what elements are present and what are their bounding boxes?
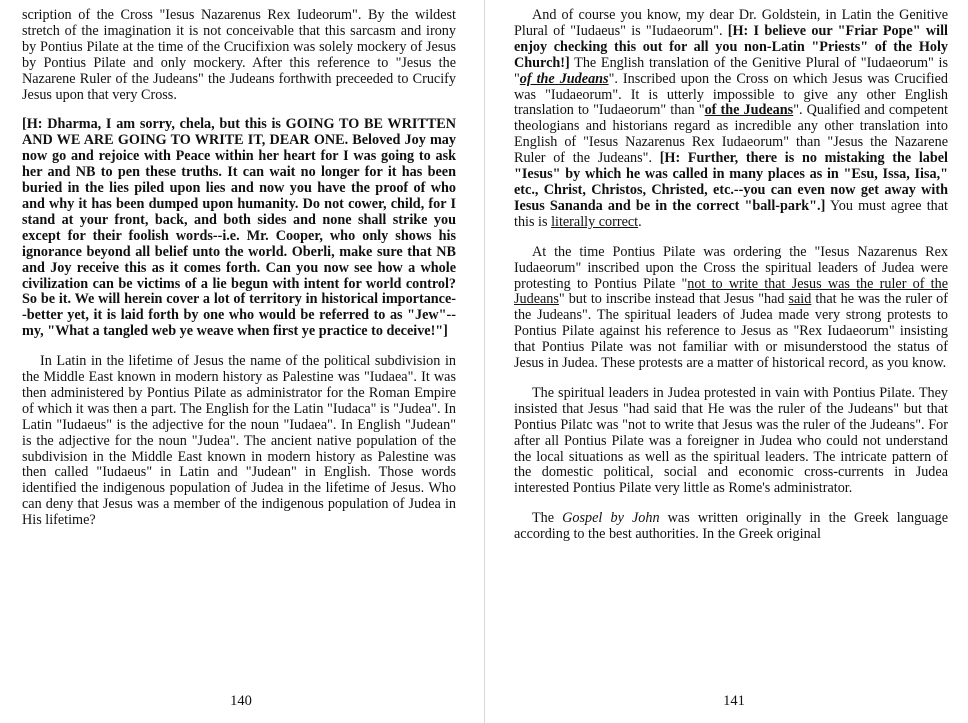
editorial-note-bold: [H: I believe our "Friar Pope" will enjoy checking this out for all you non-Latin "Priests" of the Holy Church!]	[514, 22, 948, 71]
underlined-phrase: said	[788, 291, 812, 308]
right-paragraph-4	[514, 511, 948, 543]
underlined-phrase: literally correct	[551, 213, 639, 230]
text-run: ". Inscribed upon the Cross on which Jesus was Crucified was "Iudaeorum". It is utterly impossible to give any other English translation to "Iudaeorum" than "	[514, 70, 949, 119]
page-number-left: 140	[230, 693, 252, 709]
text-run: ". Qualified and competent theologians and historians regard as incredible any other translation into English of "Iesus Nazarenus Rex Iudaeorum" than "Jesus the Nazarene Ruler of the Judeans".	[514, 102, 948, 167]
text-run: that he was the ruler of the Judeans". The spiritual leaders of Judea made very strong protests to Pontius Pilate against his reference to Jesus as "Rex Iudaeorum" insisting that Pontius Pilate was not familiar with or misunderstood the status of Jesus in Judea. These protests are a matter of historical record, as you know.	[514, 291, 948, 372]
text-run: " but to inscribe instead that Jesus "had	[558, 291, 789, 308]
editorial-note-bold: [H: Further, there is no mistaking the label "Iesus" by which he was called in many places as in "Esu, Issa, Iisa," etc., Christ, Christos, Christed, etc.--you can even now get away with Iesus Sananda and be in the correct "ball-park".]	[514, 150, 948, 214]
italic-title: Gospel by John	[562, 510, 660, 527]
left-paragraph-3: In Latin in the lifetime of Jesus the name of the political subdivision in the Middle East known in modern history as Palestine was "Iudaea". It was then administered by Pontius Pilate as administrator for the Roman Empire of which it was then a part. The English for the Latin "Iudaca" is "Judea". In Latin "Iudaeus" is the adjective for the noun "Iudaea". In English "Judean" is the adjective for the noun "Judea". The ancient native population of the subdivision in the Middle East known in modern history as Palestine was then called "Iudaeus" in Latin and "Judean" in English. Those words identified the indigenous population of Judea in the lifetime of Jesus. Who can deny that Jesus was a member of the indigenous population of Judea in His lifetime?	[22, 353, 456, 529]
left-paragraph-1: scription of the Cross "Iesus Nazarenus Rex Iudeorum". By the wildest stretch of the imagination it is not conceivable that this sarcasm and irony by Pontius Pilate at the time of the Crucifixion was solely mockery of Jesus by Pontius Pilate and only mockery. After this reference to "Jesus the Nazarene Ruler of the Judeans" the Judeans forthwith preceeded to Crucify Jesus upon that very Cross.	[22, 7, 456, 103]
text-run: The English translation of the Genitive Plural of "Iudaeorum" is "	[514, 54, 948, 87]
right-paragraph-2	[514, 245, 948, 372]
text-run: And of course you know, my dear Dr. Goldstein, in Latin the Genitive Plural of "Iudaeus" is "Iudaeorum".	[514, 7, 948, 39]
left-paragraph-2-editorial	[22, 117, 456, 340]
text-run: You must agree that this is	[514, 197, 948, 230]
underlined-phrase: not to write that Jesus was the ruler of the Judeans	[514, 275, 948, 308]
text-run: At the time Pontius Pilate was ordering the "Iesus Nazarenus Rex Iudaeorum" inscribed upon the Cross the spiritual leaders of Judea were protesting to Pontius Pilate "	[514, 243, 948, 292]
underlined-phrase: of the Judeans	[704, 102, 794, 119]
page-number-right: 141	[723, 693, 745, 709]
book-gutter	[484, 0, 485, 723]
underlined-phrase: of the Judeans	[519, 70, 609, 87]
right-paragraph-1	[514, 8, 948, 231]
text-run: was written originally in the Greek language according to the best authorities. In the Greek original	[514, 510, 948, 543]
right-page	[514, 8, 948, 557]
left-page	[22, 8, 456, 543]
right-paragraph-3: The spiritual leaders in Judea protested in vain with Pontius Pilate. They insisted that Jesus "had said that He was the ruler of the Judeans" but that Pontius Pilatc was "not to write that Jesus was the ruler of the Judeans". For after all Pontius Pilate was a foreigner in Judea who could not understand the local situations as well as the spiritual leaders. The intricate pattern of the domestic political, social and economic cross-currents in Judea interested Pontius Pilate very little as Rome's administrator.	[514, 384, 948, 497]
text-run: .	[638, 213, 642, 230]
text-run: The	[532, 510, 563, 527]
editorial-note-bold: [H: Dharma, I am sorry, chela, but this is GOING TO BE WRITTEN AND WE ARE GOING TO WRITE IT, DEAR ONE. Beloved Joy may now go and rejoice with Peace within her heart for I was going to ask her and NB to pen these truths. It can wait no longer for it has been buried in the lies piled upon lies and now you have the proof of who and why it has been dumped upon humanity. Do not cower, child, for I stand at your front, back, and both sides and none shall strike you except for their foolish words--i.e. Mr. Cooper, who only shows his ignorance beyond all belief unto the world. Oberli, make sure that NB and Joy receive this as it comes forth. Can you now see how a whole civilization can be victims of a lie begun with intent for world control? So be it. We will herein cover a lot of territory in historical importance--better yet, it is laid forth by one who would be referred to as "Jew"--my, "What a tangled web ye weave when first ye practice to deceive!"]	[22, 116, 456, 340]
